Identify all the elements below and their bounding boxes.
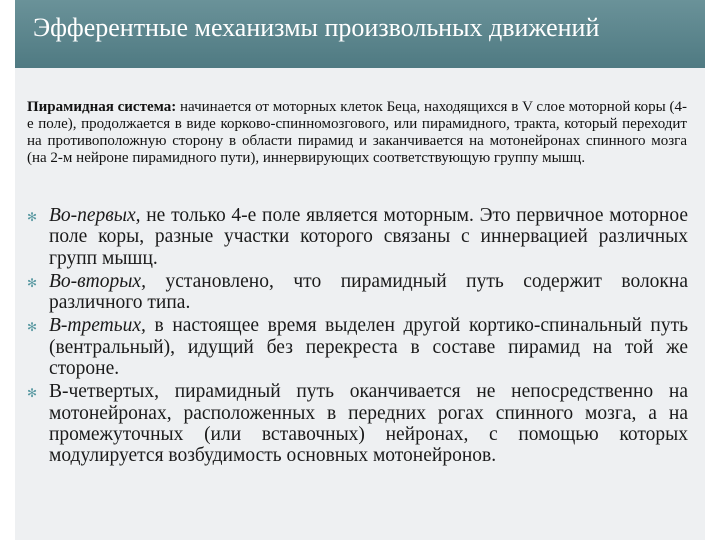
- list-item: [27, 381, 688, 466]
- bullet-lead: Во-вторых,: [49, 270, 146, 292]
- bullet-list: [27, 205, 688, 469]
- asterisk-bullet-icon: ✻: [27, 320, 38, 335]
- asterisk-bullet-icon: ✻: [27, 210, 38, 224]
- list-item: [27, 271, 688, 314]
- intro-paragraph: [27, 99, 687, 167]
- list-item: [27, 315, 688, 379]
- bullet-text: не только 4-е поле является моторным. Это первичное моторное поле коры, разные участки которого связаны с иннервацией различных групп мышц.: [49, 205, 688, 269]
- list-item: [27, 205, 688, 269]
- bullet-text: установлено, что пирамидный путь содержит волокна различного типа.: [49, 270, 688, 314]
- intro-lead: Пирамидная система:: [27, 99, 177, 115]
- bullet-lead: Во-первых,: [49, 205, 141, 226]
- bullet-lead: В-третьих,: [49, 315, 146, 337]
- bullet-text: В-четвертых, пирамидный путь оканчивается не непосредственно на мотонейронах, расположенных в передних рогах спинного мозга, а на промежуточных (или вставочных) нейронах, с помощью которых модулируется возбудимость основных мотонейронов.: [49, 381, 688, 467]
- bullet-text: в настоящее время выделен другой кортико-спинальный путь (вентральный), идущий без перекреста в составе пирамид на той же стороне.: [49, 315, 688, 380]
- slide-title: Эфферентные механизмы произвольных движений: [33, 13, 600, 42]
- asterisk-bullet-icon: ✻: [27, 386, 38, 401]
- asterisk-bullet-icon: ✻: [27, 275, 38, 290]
- intro-text: начинается от моторных клеток Беца, находящихся в V слое моторной коры (4-е поле), продолжается в виде корково-спинномозгового, или пирамидного, тракта, который переходит на противоположную сторону в области пирамид и заканчивается на мотонейронах спинного мозга (на 2-м нейроне пирамидного пути), иннервирующих соответствующую группу мышц.: [27, 99, 687, 166]
